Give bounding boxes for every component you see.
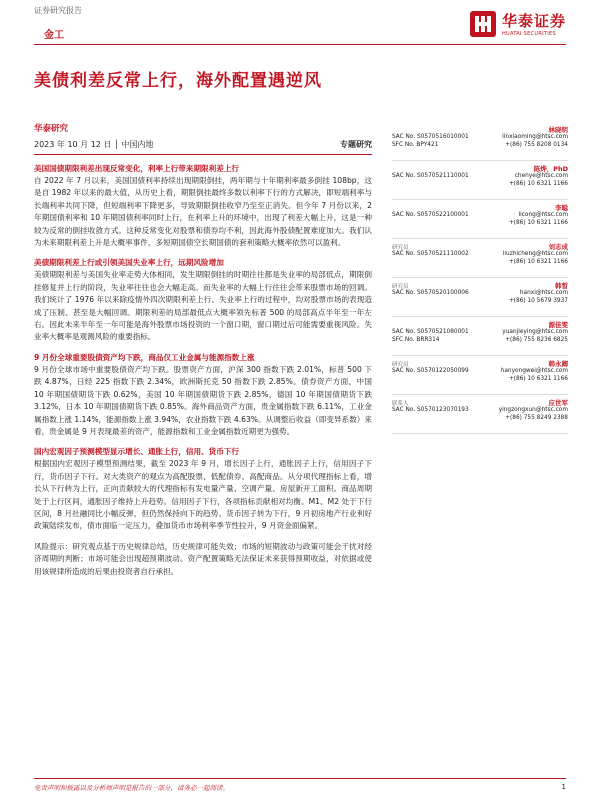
analyst-email[interactable]: yuanjieying@htsc.com (502, 329, 568, 335)
section-2 (34, 257, 372, 343)
report-region: 中国内地 (121, 140, 154, 149)
analyst-email[interactable]: liuzhicheng@htsc.com (502, 251, 568, 257)
section-title: 美国国债期限利差出现反常变化，利率上行带来期限利差上行 (34, 164, 240, 173)
logo-name-cn: 华泰证券 (501, 12, 566, 30)
analyst-phone: +(86) 755 8249 2388 (505, 415, 568, 421)
section-body: 美债期限利差与美国失业率走势大体相同，发生期限倒挂的时期往往都是失业率的局部低点，期限倒挂修复并上行的阶段，失业率往往也会大幅走高。而失业率的大幅上行往往会带来股票市场的回调。我们统计了 1976 年以来除疫情外四次期限利差上行、失业率上行的过程中，均对股票市场的表现造成了压制、甚至是大幅回调。期限利差的局部最低点大概率领先标普 500 的局部高点半年至一年左右。因此未来半年至一年可能是海外股票市场投资的一个窗口期，窗口期过后可能需要重视风险。失业率大概率是观测风险的重要指标。 (34, 270, 372, 342)
analyst-sac: SAC No. S0570520100006 (392, 290, 469, 296)
analyst-email[interactable]: linxiaoming@htsc.com (502, 134, 568, 140)
analyst-name: 林晓明 (548, 126, 568, 134)
analyst-name: 韩晳 (555, 282, 568, 290)
analyst-sac: SAC No. S0570516010001 (392, 134, 469, 140)
analyst-card (392, 239, 568, 277)
analyst-name: 源佳雯 (548, 321, 568, 329)
section-title: 9 月份全球重要股债资产均下跌，商品仅工业金属与能源指数上涨 (34, 352, 255, 362)
analyst-sac: SAC No. S0570522100001 (392, 212, 469, 218)
analyst-role: 研究员 (392, 362, 409, 368)
report-type-tag: 证券研究报告 (34, 6, 82, 15)
section-body: 根据国内宏观因子模型预测结果，截至 2023 年 9 月，增长因子上行，通胀因子上行，信用因子下行，货币因子下行。对大类资产的观点为高配股票、低配债券、高配商品。从分项代理指标上看，增长从下行转为上行，正向贡献较大的代理指标有发电量产量、空调产量、房屋新开工面积。商品周期处于上行区间，通胀因子维持上升趋势。信用因子下行，各项指标贡献相对均衡。M1、M2 处于下行区间，8 月社融同比小幅反弹，但仍然保持向下的趋势。货币因子转为下行，9 月初房地产行业利好政策陆续发布，债市面临一定压力，叠加货币市场利率季节性拉升，9 月资金面偏紧。 (34, 459, 372, 531)
analyst-card (392, 278, 568, 316)
analyst-phone: +(86) 755 8236 6825 (505, 337, 568, 343)
section-3 (34, 352, 372, 438)
analyst-card (392, 161, 568, 199)
analyst-sfc: SFC No. BRR314 (392, 337, 440, 343)
section-title: 国内宏观因子预测模型显示增长、通胀上行，信用、货币下行 (34, 447, 240, 457)
analyst-phone: +(86) 10 6321 1166 (508, 259, 568, 265)
page-number: 1 (561, 783, 566, 791)
analyst-phone: +(86) 10 5679 3937 (508, 298, 568, 304)
analyst-sfc: SFC No. BPY421 (392, 142, 439, 148)
report-category: 金工 (44, 30, 64, 41)
analyst-sac: SAC No. S0570123070193 (392, 407, 469, 413)
section-4 (34, 446, 372, 532)
brand-logo (470, 10, 566, 37)
analyst-name: 韩永卿 (548, 360, 568, 368)
section-1 (34, 163, 372, 249)
footer-disclaimer: 免责声明和披露以及分析师声明是报告的一部分，请务必一起阅读。 (34, 784, 229, 792)
report-type: 专题研究 (340, 140, 372, 149)
huatai-logo-icon (470, 11, 496, 37)
footer-divider (34, 778, 566, 779)
date-row: 2023 年 10 月 12 日 │ 中国内地 专题研究 (34, 139, 372, 155)
analyst-role: 联系人 (392, 401, 409, 407)
analyst-phone: +(86) 10 6321 1166 (508, 181, 568, 187)
analyst-email[interactable]: yingzongxun@htsc.com (498, 407, 568, 413)
analyst-card (392, 122, 568, 160)
analyst-role: 研究员 (392, 284, 409, 290)
analyst-phone: +(86) 10 6321 1166 (508, 376, 568, 382)
analyst-role: 研究员 (392, 245, 409, 251)
analyst-name: 李聪 (555, 204, 568, 212)
analyst-name: 应世军 (548, 399, 568, 407)
analyst-sac: SAC No. S0570521110001 (392, 173, 469, 179)
analyst-sac: SAC No. S0570521080001 (392, 329, 469, 335)
analyst-email[interactable]: chenye@htsc.com (514, 173, 568, 179)
report-title: 美债利差反常上行，海外配置遇逆风 (34, 71, 322, 91)
section-body: 9 月份全球市场中重要股债资产均下跌。股票资产方面，沪深 300 指数下跌 2.01%，标普 500 下跌 4.87%，日经 225 指数下跌 2.34%，欧洲斯托克 50 指数下跌 2.85%。债券资产方面，中国 10 年期国债期货下跌 0.62%，美国 10 年期国债期货下跌 2.85%，德国 10 年期国债期货下跌 3.12%，日本 10 年期国债期货下跌 0.85%。海外商品资产方面，贵金属指数下跌 6.11%，工业金属指数上涨 1.14%，能源指数上涨 3.94%，农业指数下跌 4.63%。从调整后收益（即变异系数）来看，贵金属是 9 月表现最差的资产，能源指数和工业金属指数近期更为强势。 (34, 364, 372, 436)
analyst-email[interactable]: hanyongwei@htsc.com (500, 368, 568, 374)
risk-warning: 风险提示：研究观点基于历史规律总结，历史规律可能失效；市场的短期波动与政策可能会干扰对经济周期的判断；市场可能会出现超预期波动。资产配置策略无法保证未来获得预期收益，对依据或使用该规律所造成的后果由投资者自行承担。 (34, 541, 372, 576)
analyst-card (392, 356, 568, 394)
main-column (34, 122, 372, 578)
analyst-card (392, 395, 568, 433)
analyst-email[interactable]: licong@htsc.com (518, 212, 568, 218)
analyst-card (392, 317, 568, 355)
section-body: 自 2022 年 7 月以来，美国国债利率持续出现期限倒挂，两年期与十年期利率最多倒挂 108bp，这是自 1982 年以来的最大值，从历史上看，期限倒挂最终多数以利率下行的方式解决，即短端利率与长端利率共同下降，但短端利率下降更多，导致期限倒挂收窄乃至至正消失。但今年 7 月份以来，2 年期国债利率和 10 年期国债利率同时上行，在利率上升的环境中，出现了利差大幅上升，这是一种较为反常的倒挂收敛方式。这种反常变化对股票和债券均不利，因此海外股债配置难度加大。我们认为未来期限利差上升是大概率事件，多短期国债空长期国债的套利策略大概率依然可以盈利。 (34, 176, 372, 248)
analyst-card (392, 200, 568, 238)
analyst-email[interactable]: hanxi@htsc.com (519, 290, 568, 296)
section-title: 美债期限利差上行或引领美国失业率上行，远期风险增加 (34, 258, 224, 268)
analyst-sac: SAC No. S0570521110002 (392, 251, 469, 257)
header-divider (34, 44, 566, 45)
report-date: 2023 年 10 月 12 日 (34, 140, 112, 149)
analyst-name: 刘志成 (548, 243, 568, 251)
research-series: 华泰研究 (34, 124, 69, 134)
analyst-sac: SAC No. S0570122050099 (392, 368, 469, 374)
analyst-phone: +(86) 10 6321 1166 (508, 220, 568, 226)
analyst-column (392, 122, 568, 434)
logo-name-en: HUATAI SECURITIES (501, 31, 556, 37)
analyst-name: 陈烨，PhD (533, 165, 568, 173)
analyst-divider (392, 433, 568, 434)
analyst-phone: +(86) 755 8208 0134 (505, 142, 568, 148)
